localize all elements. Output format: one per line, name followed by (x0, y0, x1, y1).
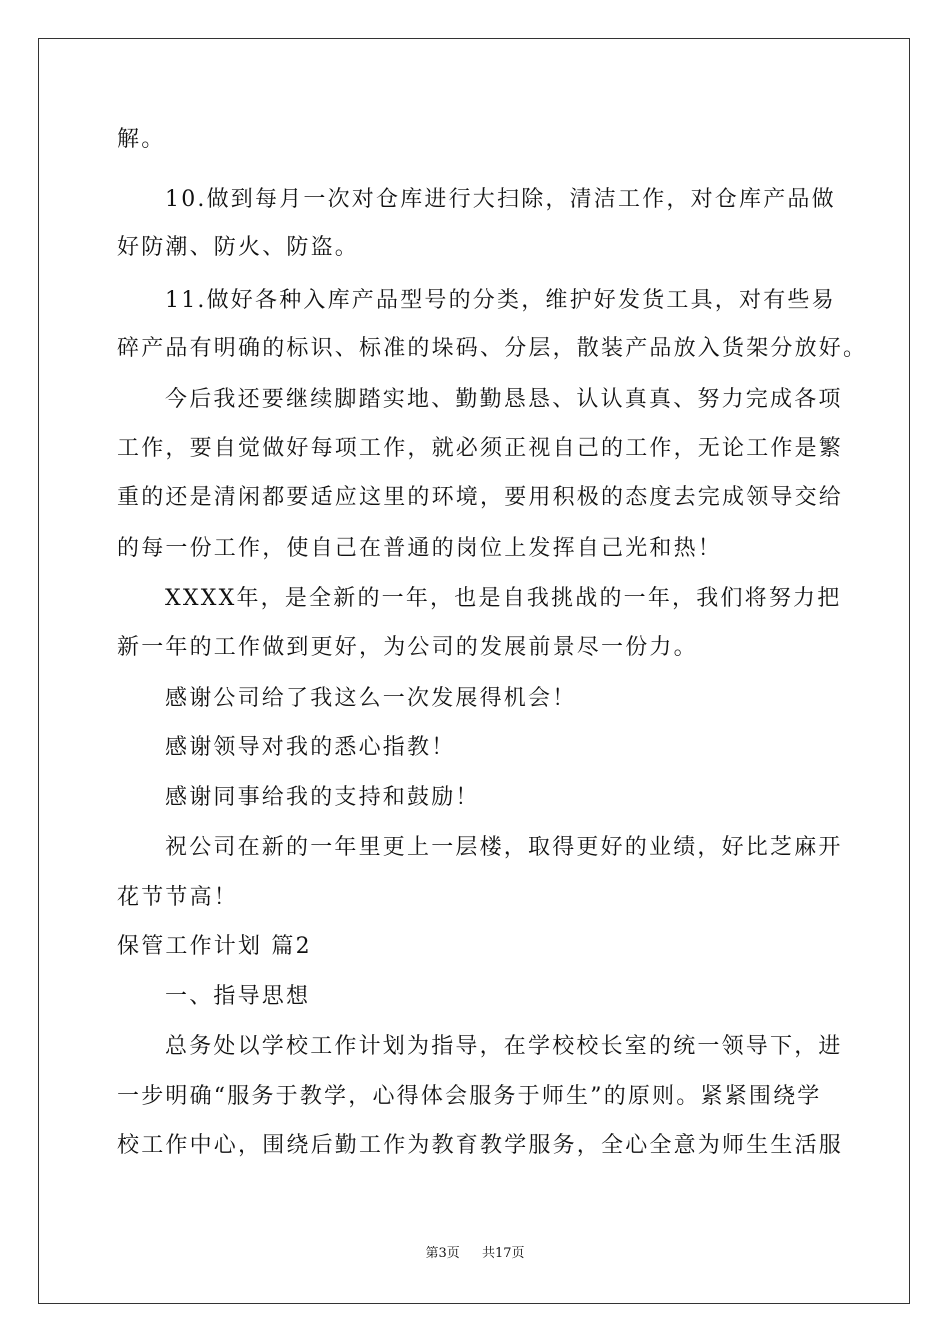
text-line: 花节节高！ (117, 885, 239, 910)
text-line: 祝公司在新的一年里更上一层楼，取得更好的业绩，好比芝麻开 (165, 835, 843, 860)
page-number: 第3页 (425, 1246, 460, 1261)
text-line: 工作，要自觉做好每项工作，就必须正视自己的工作，无论工作是繁 (117, 436, 844, 461)
text-line: 11.做好各种入库产品型号的分类，维护好发货工具，对有些易 (165, 288, 836, 313)
text-line: 感谢公司给了我这么一次发展得机会！ (165, 686, 577, 711)
text-line: 的每一份工作，使自己在普通的岗位上发挥自己光和热！ (117, 536, 723, 561)
page-footer (0, 1245, 950, 1263)
total-pages: 共17页 (482, 1246, 525, 1261)
text-line: 碎产品有明确的标识、标准的垛码、分层，散装产品放入货架分放好。 (117, 336, 868, 361)
text-line: 感谢同事给我的支持和鼓励！ (165, 785, 480, 810)
text-line: 校工作中心，围绕后勤工作为教育教学服务，全心全意为师生生活服 (117, 1133, 844, 1158)
subsection-heading: 一、指导思想 (165, 984, 311, 1009)
text-line: 总务处以学校工作计划为指导，在学校校长室的统一领导下，进 (165, 1034, 843, 1059)
text-line: 好防潮、防火、防盗。 (117, 235, 360, 260)
text-line: 今后我还要继续脚踏实地、勤勤恳恳、认认真真、努力完成各项 (165, 387, 843, 412)
text-line: 新一年的工作做到更好，为公司的发展前景尽一份力。 (117, 635, 698, 660)
text-line: 一步明确“服务于教学，心得体会服务于师生”的原则。紧紧围绕学 (117, 1084, 822, 1109)
text-line: 重的还是清闲都要适应这里的环境，要用积极的态度去完成领导交给 (117, 485, 844, 510)
text-line: 解。 (117, 127, 166, 152)
text-line: 10.做到每月一次对仓库进行大扫除，清洁工作，对仓库产品做 (165, 187, 836, 212)
section-heading: 保管工作计划 篇2 (117, 934, 312, 959)
text-line: XXXX年，是全新的一年，也是自我挑战的一年，我们将努力把 (165, 586, 842, 611)
page-frame (38, 38, 910, 1304)
text-line: 感谢领导对我的悉心指教！ (165, 735, 456, 760)
